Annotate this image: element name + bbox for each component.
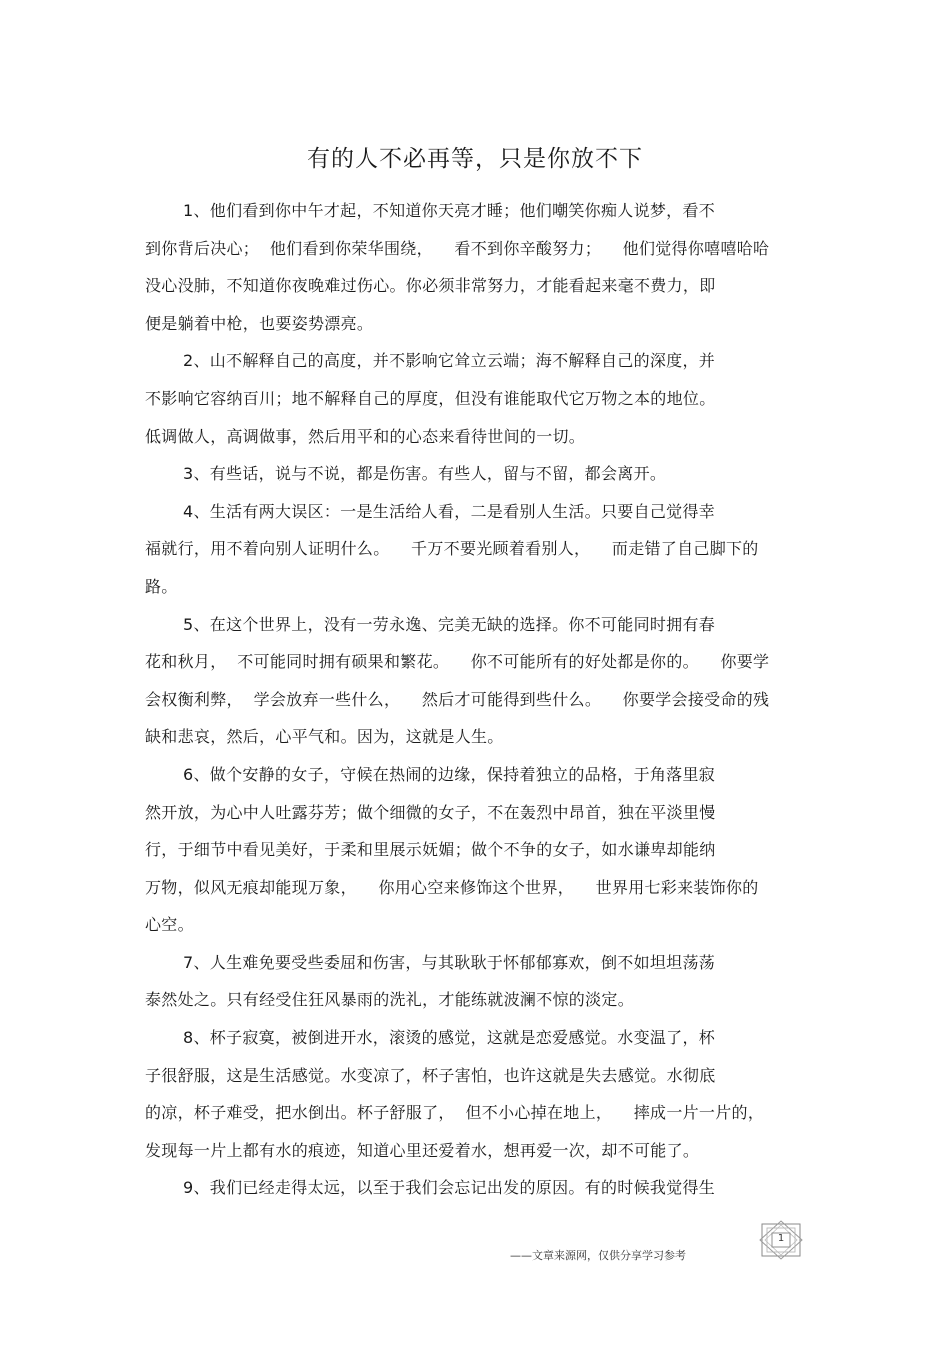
paragraph bbox=[145, 1169, 810, 1207]
text-line: 路。 bbox=[145, 576, 178, 596]
text-line: 泰然处之。只有经受住狂风暴雨的洗礼，才能练就波澜不惊的淡定。 bbox=[145, 990, 635, 1010]
text-line: 缺和悲哀，然后，心平气和。因为，这就是人生。 bbox=[145, 727, 504, 747]
paragraph bbox=[145, 606, 810, 756]
text-line: 发现每一片上都有水的痕迹，知道心里还爱着水，想再爱一次，却不可能了。 bbox=[145, 1140, 700, 1160]
paragraph bbox=[145, 756, 810, 944]
text-line: 子很舒服，这是生活感觉。水变凉了，杯子害怕，也许这就是失去感觉。水彻底 bbox=[145, 1065, 716, 1085]
text-line: 没心没肺，不知道你夜晚难过伤心。你必须非常努力，才能看起来毫不费力，即 bbox=[145, 276, 716, 296]
text-line: 花和秋月， 不可能同时拥有硕果和繁花。 你不可能所有的好处都是你的。 你要学 bbox=[145, 652, 770, 672]
text-line: 不影响它容纳百川；地不解释自己的厚度，但没有谁能取代它万物之本的地位。 bbox=[145, 388, 716, 408]
text-line: 的凉，杯子难受，把水倒出。杯子舒服了， 但不小心掉在地上， 摔成一片一片的， bbox=[145, 1103, 765, 1123]
paragraph bbox=[145, 342, 810, 455]
text-line: 低调做人，高调做事，然后用平和的心态来看待世间的一切。 bbox=[145, 426, 586, 446]
text-line: 1、他们看到你中午才起，不知道你天亮才睡；他们嘲笑你痴人说梦，看不 bbox=[183, 201, 716, 220]
paragraph bbox=[145, 192, 810, 342]
page-number-badge bbox=[758, 1220, 804, 1260]
article-body bbox=[145, 192, 810, 1207]
paragraph bbox=[145, 944, 810, 1019]
text-line: 7、人生难免要受些委屈和伤害，与其耿耿于怀郁郁寡欢，倒不如坦坦荡荡 bbox=[183, 952, 716, 972]
text-line: 2、山不解释自己的高度，并不影响它耸立云端；海不解释自己的深度，并 bbox=[183, 351, 716, 371]
paragraph bbox=[145, 493, 810, 606]
text-line: 3、有些话，说与不说，都是伤害。有些人，留与不留，都会离开。 bbox=[183, 464, 667, 484]
text-line: 4、生活有两大误区：一是生活给人看，二是看别人生活。只要自己觉得幸 bbox=[183, 501, 716, 521]
text-line: 然开放，为心中人吐露芬芳；做个细微的女子，不在轰烈中昂首，独在平淡里慢 bbox=[145, 802, 716, 822]
text-line: 到你背后决心； 他们看到你荣华围绕， 看不到你辛酸努力； 他们觉得你嘻嘻哈哈 bbox=[145, 238, 770, 258]
text-line: 会权衡利弊， 学会放弃一些什么， 然后才可能得到些什么。 你要学会接受命的残 bbox=[145, 689, 770, 709]
text-line: 行，于细节中看见美好，于柔和里展示妩媚；做个不争的女子，如水谦卑却能纳 bbox=[145, 840, 716, 860]
text-line: 万物，似风无痕却能现万象， 你用心空来修饰这个世界， 世界用七彩来装饰你的 bbox=[145, 877, 759, 897]
source-note: ——文章来源网，仅供分享学习参考 bbox=[510, 1249, 686, 1262]
page-number: 1 bbox=[777, 1233, 785, 1244]
paragraph bbox=[145, 455, 810, 493]
paragraph bbox=[145, 1019, 810, 1169]
page-title: 有的人不必再等，只是你放不下 bbox=[307, 146, 643, 172]
text-line: 6、做个安静的女子，守候在热闹的边缘，保持着独立的品格，于角落里寂 bbox=[183, 764, 716, 784]
text-line: 9、我们已经走得太远，以至于我们会忘记出发的原因。有的时候我觉得生 bbox=[183, 1178, 716, 1198]
text-line: 福就行，用不着向别人证明什么。 千万不要光顾着看别人， 而走错了自己脚下的 bbox=[145, 539, 759, 559]
text-line: 5、在这个世界上，没有一劳永逸、完美无缺的选择。你不可能同时拥有春 bbox=[183, 614, 716, 634]
text-line: 心空。 bbox=[145, 915, 194, 935]
text-line: 便是躺着中枪，也要姿势漂亮。 bbox=[145, 313, 374, 333]
text-line: 8、杯子寂寞，被倒进开水，滚烫的感觉，这就是恋爱感觉。水变温了，杯 bbox=[183, 1028, 716, 1048]
